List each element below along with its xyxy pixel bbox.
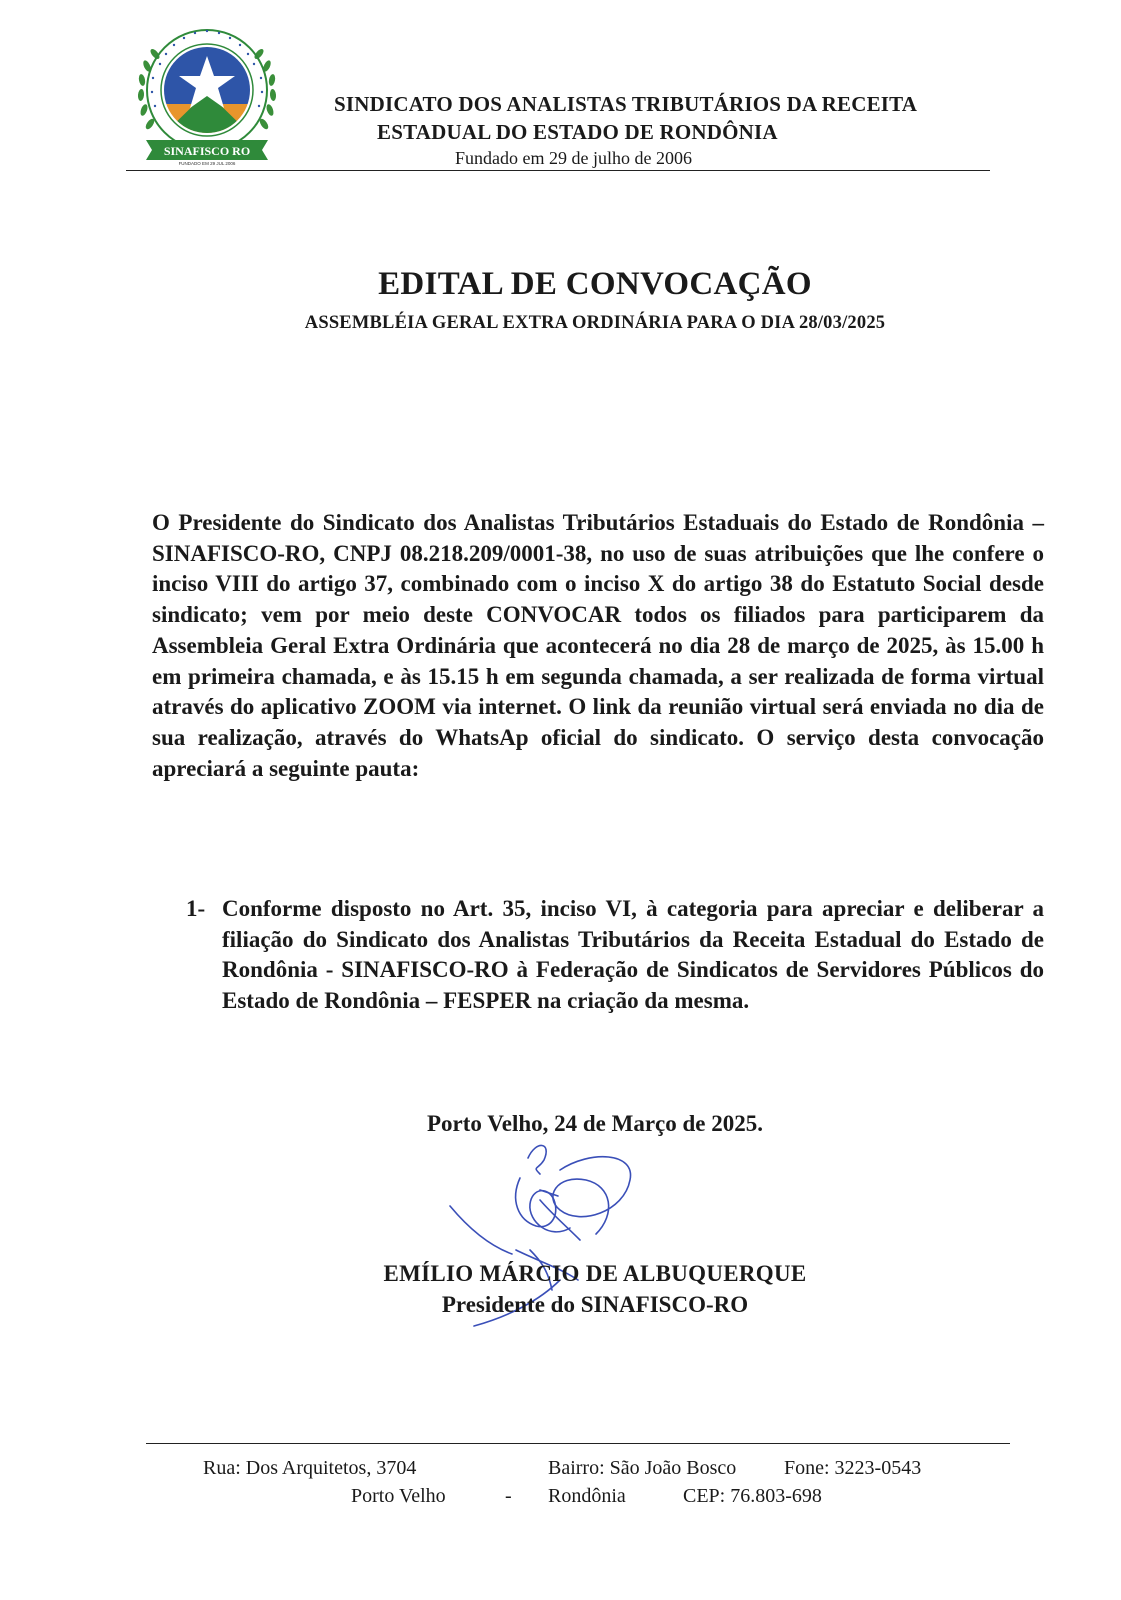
logo-banner-text: SINAFISCO RO	[163, 144, 251, 158]
footer-city: Porto Velho	[351, 1485, 446, 1507]
footer-separator: -	[505, 1485, 512, 1507]
sinafisco-logo	[128, 14, 286, 166]
footer-district: Bairro: São João Bosco	[548, 1457, 737, 1479]
org-name-line2: ESTADUAL DO ESTADO DE RONDÔNIA	[377, 120, 778, 144]
sinafisco-seal-icon	[128, 14, 286, 166]
signer-name: EMÍLIO MÁRCIO DE ALBUQUERQUE	[383, 1261, 807, 1286]
footer-phone: Fone: 3223-0543	[784, 1457, 922, 1479]
org-name-line1: SINDICATO DOS ANALISTAS TRIBUTÁRIOS DA RECEITA	[334, 92, 918, 116]
logo-founded-text: FUNDADO EM 29 JUL 2006	[178, 161, 236, 166]
document-subtitle: ASSEMBLÉIA GERAL EXTRA ORDINÁRIA PARA O DIA 28/03/2025	[304, 313, 886, 333]
header-divider	[126, 170, 990, 171]
footer-divider	[146, 1443, 1010, 1444]
signer-role: Presidente do SINAFISCO-RO	[441, 1292, 749, 1317]
document-title: EDITAL DE CONVOCAÇÃO	[378, 266, 812, 302]
agenda-item-text: Conforme disposto no Art. 35, inciso VI, à categoria para apreciar e deliberar a filiação do Sindicato dos Analistas Tributários da Receita Estadual do Estado de Rondônia - SINAFISCO-RO à Federação de Sindicatos de Servidores Públicos do Estado de Rondônia – FESPER na criação da mesma.	[222, 896, 1044, 1014]
convocation-paragraph: O Presidente do Sindicato dos Analistas Tributários Estaduais do Estado de Rondônia – SINAFISCO-RO, CNPJ 08.218.209/0001-38, no uso de suas atribuições que lhe confere o inciso VIII do artigo 37, combinado com o inciso X do artigo 38 do Estatuto Social desde sindicato; vem por meio deste CONVOCAR todos os filiados para participarem da Assembleia Geral Extra Ordinária que acontecerá no dia 28 de março de 2025, às 15.00 h em primeira chamada, e às 15.15 h em segunda chamada, a ser realizada de forma virtual através do aplicativo ZOOM via internet. O link da reunião virtual será enviada no dia de sua realização, através do WhatsAp oficial do sindicato. O serviço desta convocação apreciará a seguinte pauta:	[152, 510, 1044, 781]
agenda-item-number: 1-	[186, 896, 206, 921]
footer-street: Rua: Dos Arquitetos, 3704	[203, 1457, 417, 1479]
footer-state: Rondônia	[548, 1485, 626, 1507]
founded-date: Fundado em 29 de julho de 2006	[455, 148, 692, 168]
place-and-date: Porto Velho, 24 de Março de 2025.	[426, 1111, 763, 1136]
footer-cep: CEP: 76.803-698	[683, 1485, 822, 1507]
